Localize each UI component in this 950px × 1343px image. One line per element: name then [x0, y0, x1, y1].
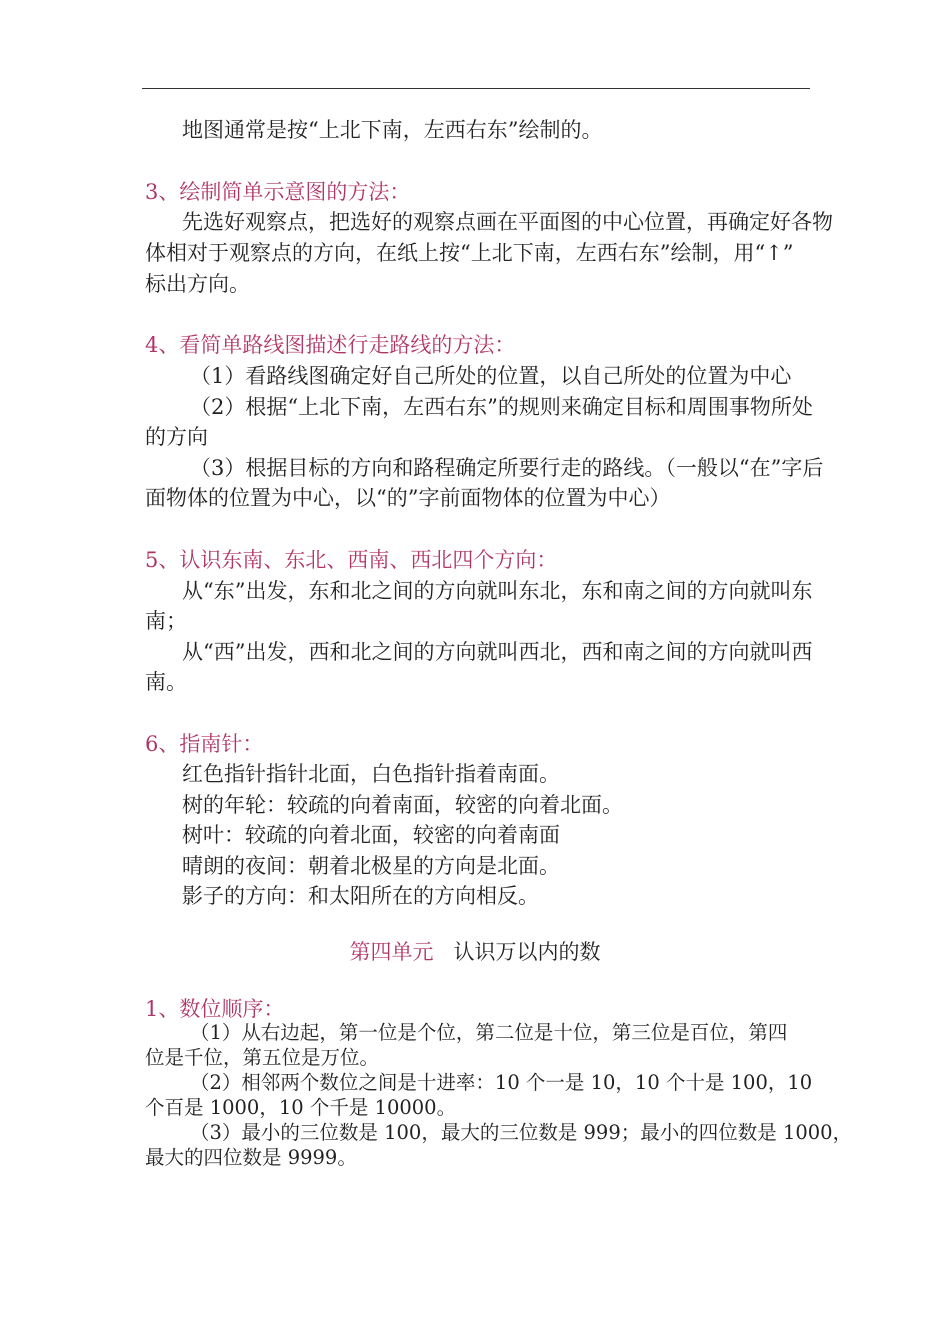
number-order-line: 最大的四位数是 9999。: [145, 1146, 357, 1169]
section-5-line: 从“东”出发，东和北之间的方向就叫东北，东和南之间的方向就叫东: [182, 579, 813, 603]
section-4-heading: 4、看简单路线图描述行走路线的方法：: [145, 333, 516, 357]
header-rule: [142, 88, 810, 89]
section-4-line: 的方向: [145, 425, 208, 449]
number-order-line: 个百是 1000，10 个千是 10000。: [145, 1096, 457, 1119]
section-5-line: 南。: [145, 670, 187, 694]
section-6-heading: 6、指南针：: [145, 732, 264, 756]
section-3-line: 标出方向。: [145, 272, 250, 296]
section-6-line: 红色指针指针北面，白色指针指着南面。: [182, 762, 560, 786]
section-6-line: 树叶：较疏的向着北面，较密的向着南面: [182, 823, 560, 847]
section-6-line: 影子的方向：和太阳所在的方向相反。: [182, 884, 539, 908]
section-3-heading: 3、绘制简单示意图的方法：: [145, 180, 411, 204]
unit-title: [0, 938, 950, 966]
number-order-line: （1）从右边起，第一位是个位，第二位是十位，第三位是百位，第四: [190, 1021, 788, 1044]
number-order-heading: 1、数位顺序：: [145, 997, 285, 1021]
section-5-line: 南；: [145, 609, 187, 633]
number-order-line: （2）相邻两个数位之间是十进率：10 个一是 10，10 个十是 100，10: [190, 1071, 813, 1094]
number-order-line: （3）最小的三位数是 100，最大的三位数是 999；最小的四位数是 1000，: [190, 1121, 853, 1144]
section-3-line: 体相对于观察点的方向，在纸上按“上北下南，左西右东”绘制，用“↑”: [145, 241, 794, 265]
unit-label: 第四单元: [349, 940, 434, 964]
section-6-line: 树的年轮：较疏的向着南面，较密的向着北面。: [182, 793, 623, 817]
section-5-heading: 5、认识东南、东北、西南、西北四个方向：: [145, 548, 558, 572]
section-6-line: 晴朗的夜间：朝着北极星的方向是北面。: [182, 854, 560, 878]
unit-name: 认识万以内的数: [453, 940, 601, 964]
section-4-line: （1）看路线图确定好自己所处的位置，以自己所处的位置为中心: [190, 364, 792, 388]
section-3-line: 先选好观察点，把选好的观察点画在平面图的中心位置，再确定好各物: [182, 210, 833, 234]
section-4-line: （2）根据“上北下南，左西右东”的规则来确定目标和周围事物所处: [190, 395, 813, 419]
section-4-line: 面物体的位置为中心，以“的”字前面物体的位置为中心）: [145, 486, 671, 510]
section-4-line: （3）根据目标的方向和路程确定所要行走的路线。（一般以“在”字后: [190, 456, 824, 480]
section-5-line: 从“西”出发，西和北之间的方向就叫西北，西和南之间的方向就叫西: [182, 640, 813, 664]
intro-text: 地图通常是按“上北下南，左西右东”绘制的。: [182, 118, 603, 142]
number-order-line: 位是千位，第五位是万位。: [145, 1046, 380, 1069]
